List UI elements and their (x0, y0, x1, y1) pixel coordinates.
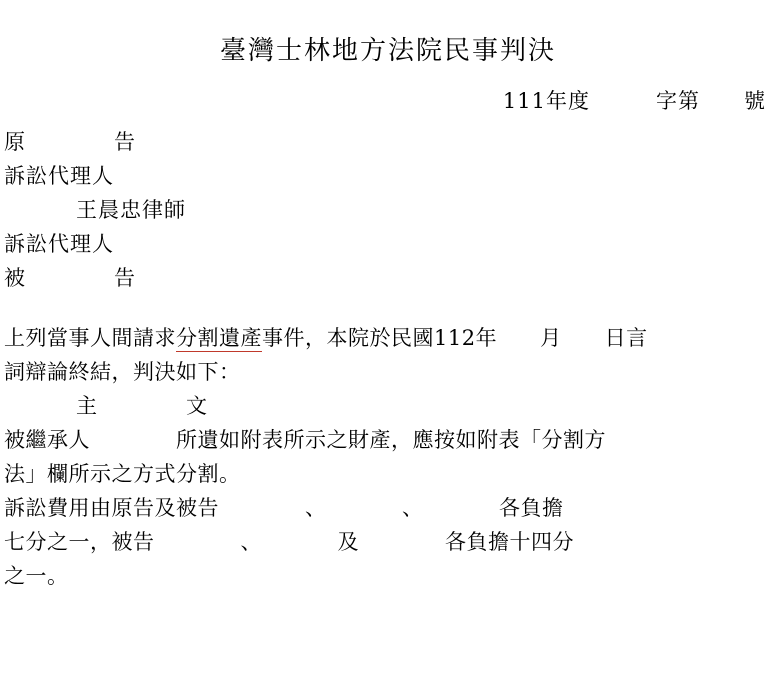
judgment-body (0, 321, 776, 593)
main-text-line: 法」欄所示之方式分割。 (4, 462, 241, 487)
main-text-line: 訴訟費用由原告及被告 、 、 各負擔 (4, 496, 564, 521)
party-row: 王晨忠律師 (76, 198, 186, 223)
case-number-line: 111年度 字第 號 (502, 89, 766, 113)
intro-text-underlined: 分割遺產 (176, 326, 262, 351)
party-row: 被 告 (4, 266, 136, 291)
party-row: 原 告 (4, 130, 136, 154)
intro-text-part1: 上列當事人間請求 (4, 326, 176, 351)
main-text-line: 被繼承人 所遺如附表所示之財產，應按如附表「分割方 (4, 428, 606, 453)
party-row: 訴訟代理人 (4, 232, 114, 257)
main-text-line: 之一。 (4, 564, 69, 589)
section-heading-main-text: 主 文 (76, 394, 208, 419)
intro-paragraph-line2: 詞辯論終結，判決如下： (4, 360, 241, 385)
party-row: 訴訟代理人 (4, 164, 114, 189)
page-title: 臺灣士林地方法院民事判決 (219, 36, 556, 66)
intro-text-part2: 事件，本院於民國112年 月 日言 (262, 326, 648, 351)
main-text-line: 七分之一，被告 、 及 各負擔十四分 (4, 530, 574, 555)
party-list (0, 125, 776, 295)
intro-paragraph-line1 (4, 321, 776, 355)
